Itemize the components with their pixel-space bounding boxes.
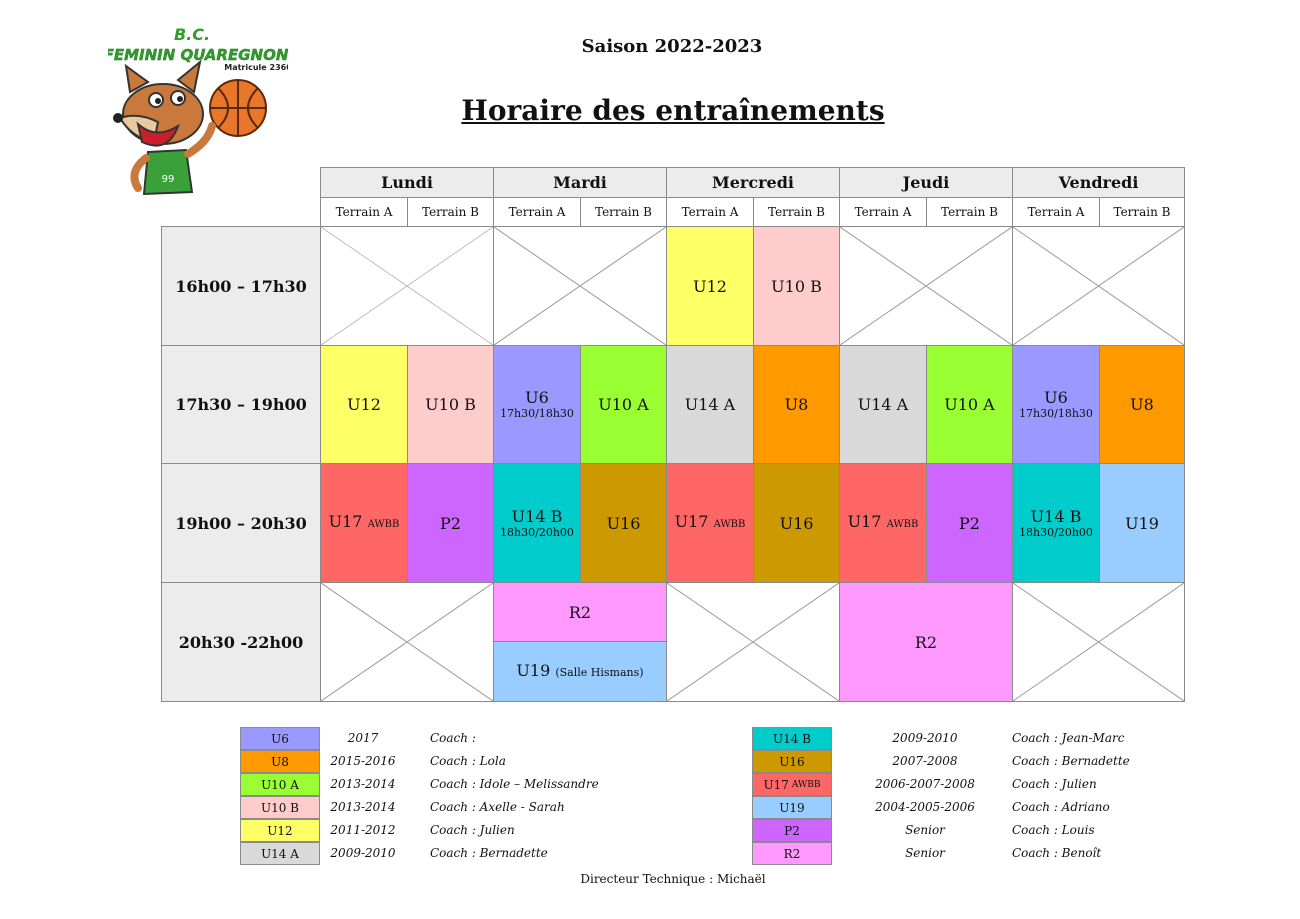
slot-mardi-a-19h [493, 463, 581, 583]
team-label: U17 [847, 512, 882, 531]
team-label: U12 [347, 395, 381, 414]
legend-years: 2013-2014 [330, 800, 396, 814]
legend-team-label: U12 [267, 823, 293, 838]
page-title: Horaire des entraînements [461, 94, 885, 127]
legend-team-label: U17 [763, 777, 789, 792]
team-label: U8 [1130, 395, 1154, 414]
team-label: U10 B [425, 395, 476, 414]
season-label: Saison 2022-2023 [581, 36, 763, 57]
logo-club-text: B.C. [173, 25, 211, 44]
legend-team-label: U8 [271, 754, 289, 769]
terrain-header: Terrain B [753, 197, 840, 227]
legend-years: 2009-2010 [330, 846, 396, 860]
legend-row [240, 750, 640, 773]
legend-coach: Coach : Julien [430, 823, 515, 837]
legend-team-swatch [752, 750, 832, 773]
slot-jeudi-b-19h [926, 463, 1013, 583]
slot-mardi-20h30-u19 [493, 641, 667, 702]
awbb-tag: AWBB [886, 519, 919, 530]
time-slot-label: 16h00 – 17h30 [161, 226, 321, 346]
day-header-vendredi: Vendredi [1012, 167, 1185, 198]
day-header-mercredi: Mercredi [666, 167, 840, 198]
team-label: U10 A [598, 395, 649, 414]
awbb-tag: AWBB [713, 519, 746, 530]
legend-team-swatch [752, 842, 832, 865]
logo-jersey-number: 99 [161, 174, 175, 185]
legend-row [240, 727, 640, 750]
time-note: 18h30/20h00 [1019, 525, 1093, 539]
team-label: U16 [606, 513, 641, 533]
team-label: U16 [779, 513, 814, 533]
terrain-header: Terrain A [320, 197, 408, 227]
legend-team-swatch [752, 727, 832, 750]
slot-mercredi-b-19h [753, 463, 840, 583]
team-label: U10 B [771, 276, 822, 296]
slot-mercredi-a-17h30 [666, 345, 754, 464]
legend-coach: Coach : Bernadette [1012, 754, 1130, 768]
legend-coach: Coach : Jean-Marc [1012, 731, 1125, 745]
slot-jeudi-b-17h30 [926, 345, 1013, 464]
legend-row [240, 819, 640, 842]
slot-mardi-b-19h [580, 463, 667, 583]
team-label: R2 [914, 632, 938, 652]
slot-lundi-a-17h30 [320, 345, 408, 464]
slot-vendredi-b-19h [1099, 463, 1185, 583]
slot-mercredi-a-16h [666, 226, 754, 346]
legend-team-label: U19 [779, 800, 805, 815]
team-label: U10 A [944, 395, 995, 414]
team-label: P2 [959, 513, 980, 533]
team-label: U14 B [511, 506, 563, 526]
slot-vendredi-b-17h30 [1099, 345, 1185, 464]
slot-jeudi-20h30-r2 [839, 582, 1013, 702]
legend-years: 2004-2005-2006 [875, 800, 975, 814]
terrain-header: Terrain B [407, 197, 494, 227]
empty-slot [666, 582, 840, 702]
legend-team-swatch [752, 796, 832, 819]
legend-coach: Coach : Adriano [1012, 800, 1110, 814]
logo-name-text: FEMININ QUAREGNON [108, 46, 288, 64]
team-label: U19 [516, 661, 551, 680]
legend-team-label: P2 [784, 823, 800, 838]
team-label: U14 A [684, 395, 736, 414]
legend-row [752, 819, 1152, 842]
empty-slot [1012, 582, 1185, 702]
empty-slot [839, 226, 1013, 346]
legend-team-swatch [240, 750, 320, 773]
legend-coach: Coach : [430, 731, 476, 745]
legend-years: 2015-2016 [330, 754, 396, 768]
slot-jeudi-a-19h [839, 463, 927, 583]
slot-lundi-a-19h [320, 463, 408, 583]
team-label: U17 [328, 512, 363, 531]
legend-team-swatch [240, 796, 320, 819]
legend-team-label: U16 [779, 754, 805, 769]
empty-slot [320, 582, 494, 702]
time-slot-label: 19h00 – 20h30 [161, 463, 321, 583]
team-label: U6 [1044, 388, 1068, 407]
legend-row [752, 727, 1152, 750]
legend-team-label: U14 B [772, 731, 811, 746]
team-label: U17 [674, 512, 709, 531]
team-label: U14 A [857, 395, 909, 414]
slot-vendredi-a-19h [1012, 463, 1100, 583]
legend-row [752, 842, 1152, 865]
legend-team-label: R2 [783, 846, 801, 861]
legend-row [752, 750, 1152, 773]
legend-row [240, 842, 640, 865]
slot-mercredi-a-19h [666, 463, 754, 583]
slot-mercredi-b-17h30 [753, 345, 840, 464]
slot-vendredi-a-17h30 [1012, 345, 1100, 464]
team-label: U6 [525, 388, 549, 407]
slot-mercredi-b-16h [753, 226, 840, 346]
terrain-header: Terrain A [1012, 197, 1100, 227]
empty-slot [493, 226, 667, 346]
legend-coach: Coach : Benoît [1012, 846, 1102, 860]
legend-row [240, 796, 640, 819]
technical-director: Directeur Technique : Michaël [580, 872, 766, 886]
team-label: U12 [693, 276, 727, 296]
legend-coach: Coach : Louis [1012, 823, 1095, 837]
legend-coach: Coach : Lola [430, 754, 506, 768]
legend-years: 2009-2010 [892, 731, 958, 745]
day-header-lundi: Lundi [320, 167, 494, 198]
time-note: 18h30/20h00 [500, 525, 574, 539]
legend-team-swatch [240, 819, 320, 842]
logo-matricule-text: Matricule 2360 [224, 63, 288, 72]
legend-row [752, 796, 1152, 819]
legend-team-label: U14 A [261, 846, 299, 861]
time-note: 17h30/18h30 [500, 407, 574, 420]
legend-team-swatch [240, 727, 320, 750]
team-label: U14 B [1030, 506, 1082, 526]
legend-coach: Coach : Bernadette [430, 846, 548, 860]
legend-years: 2013-2014 [330, 777, 396, 791]
legend-years: Senior [905, 846, 945, 860]
legend-years: 2017 [347, 731, 379, 745]
legend-left [240, 727, 640, 867]
awbb-tag: AWBB [791, 779, 821, 790]
empty-slot [320, 226, 494, 346]
legend-years: 2006-2007-2008 [875, 777, 975, 791]
legend-right [752, 727, 1152, 867]
team-label: R2 [568, 602, 592, 622]
legend-team-swatch [240, 773, 320, 796]
time-slot-label: 17h30 – 19h00 [161, 345, 321, 464]
legend-coach: Coach : Idole – Melissandre [430, 777, 599, 791]
legend-team-label: U6 [271, 731, 289, 746]
time-slot-label: 20h30 -22h00 [161, 582, 321, 702]
terrain-header: Terrain A [493, 197, 581, 227]
team-label: U8 [784, 395, 809, 414]
terrain-header: Terrain B [926, 197, 1013, 227]
terrain-header: Terrain B [1099, 197, 1185, 227]
day-header-mardi: Mardi [493, 167, 667, 198]
schedule-grid [161, 167, 1185, 702]
legend-coach: Coach : Axelle - Sarah [430, 800, 565, 814]
legend-coach: Coach : Julien [1012, 777, 1097, 791]
terrain-header: Terrain A [666, 197, 754, 227]
legend-years: 2007-2008 [892, 754, 958, 768]
empty-slot [1012, 226, 1185, 346]
legend-team-swatch [752, 773, 832, 796]
legend-team-label: U10 A [261, 777, 299, 792]
slot-mardi-20h30-r2 [493, 582, 667, 642]
terrain-header: Terrain B [580, 197, 667, 227]
legend-row [752, 773, 1152, 796]
time-note: 17h30/18h30 [1019, 407, 1093, 420]
legend-years: Senior [905, 823, 945, 837]
team-label: P2 [440, 513, 461, 533]
awbb-tag: AWBB [367, 519, 400, 530]
legend-years: 2011-2012 [330, 823, 396, 837]
day-header-jeudi: Jeudi [839, 167, 1013, 198]
legend-team-swatch [752, 819, 832, 842]
slot-jeudi-a-17h30 [839, 345, 927, 464]
venue-note: (Salle Hismans) [555, 666, 644, 679]
legend-team-label: U10 B [260, 800, 299, 815]
legend-team-swatch [240, 842, 320, 865]
slot-lundi-b-19h [407, 463, 494, 583]
slot-lundi-b-17h30 [407, 345, 494, 464]
terrain-header: Terrain A [839, 197, 927, 227]
team-label: U19 [1125, 513, 1159, 533]
slot-mardi-a-17h30 [493, 345, 581, 464]
slot-mardi-b-17h30 [580, 345, 667, 464]
legend-row [240, 773, 640, 796]
